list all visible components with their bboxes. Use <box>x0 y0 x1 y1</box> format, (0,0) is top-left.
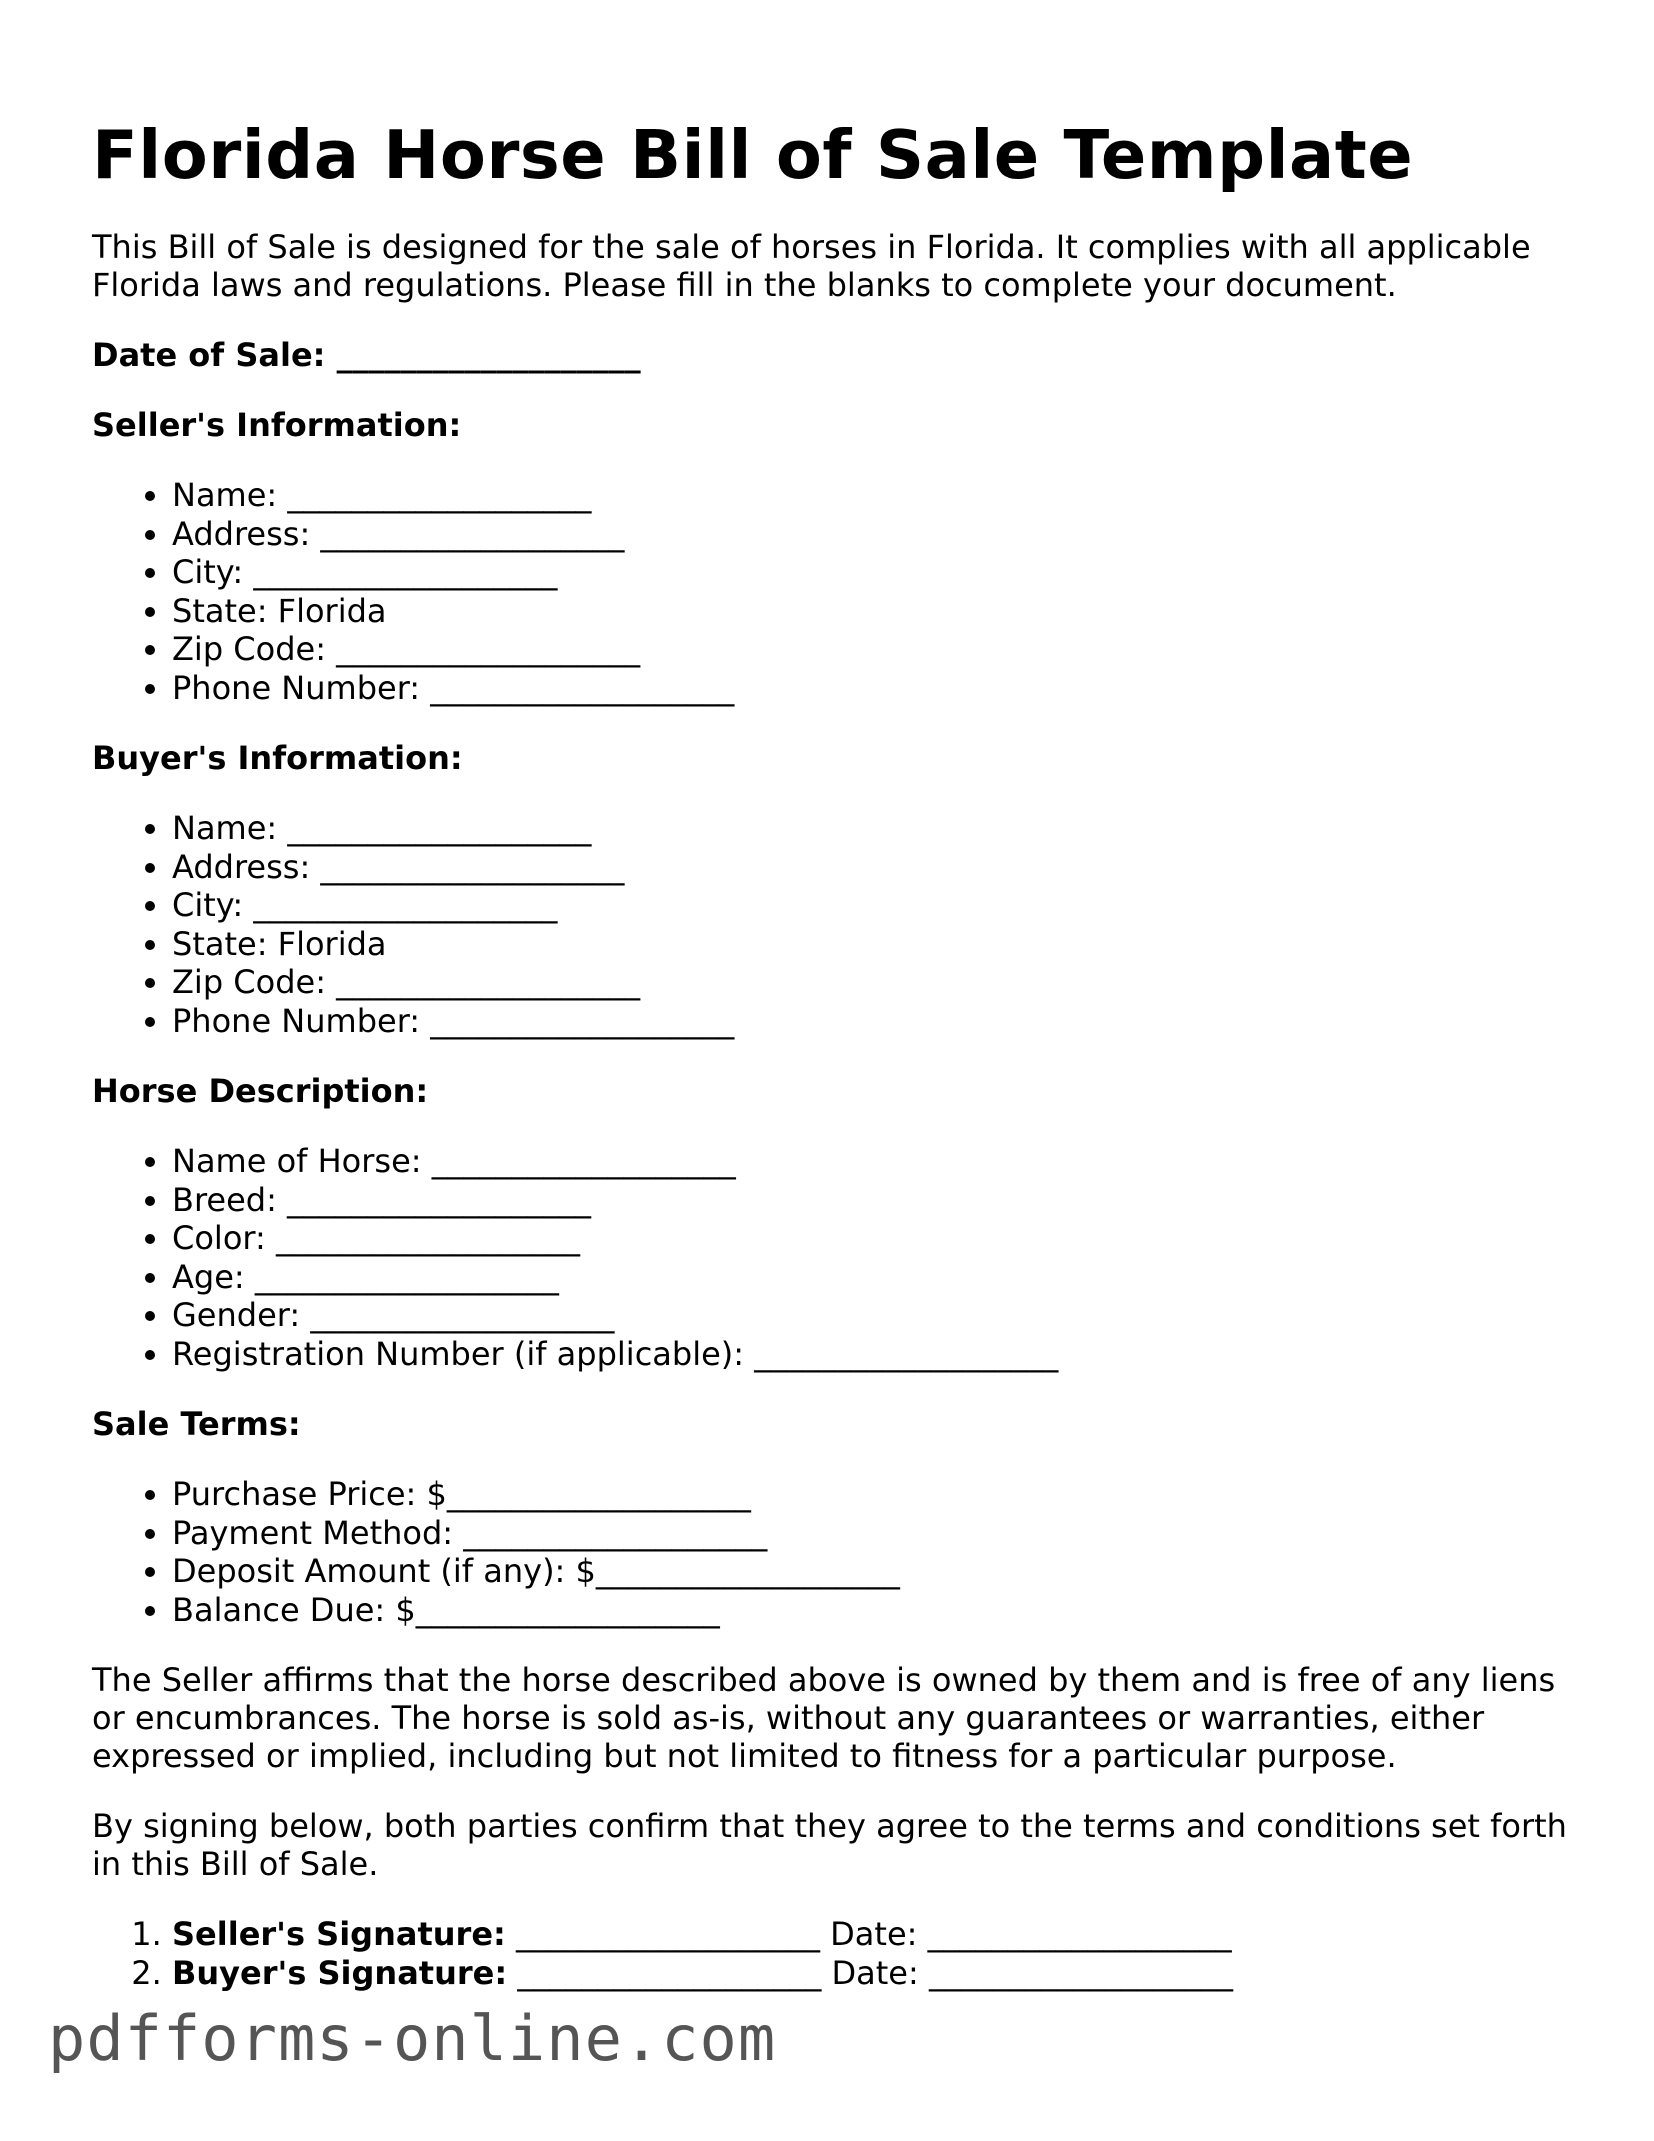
horse-description-list <box>92 1142 1572 1373</box>
buyer-address-field[interactable]: • Address: ___________________ <box>172 848 1572 887</box>
seller-signature-line[interactable] <box>172 1915 1572 1954</box>
agreement-paragraph: By signing below, both parties confirm that they agree to the terms and conditions set forth in this Bill of Sale. <box>92 1807 1567 1883</box>
seller-phone-field[interactable]: • Phone Number: ___________________ <box>172 669 1572 708</box>
horse-gender-field[interactable]: • Gender: ___________________ <box>172 1296 1572 1335</box>
watermark: pdfforms-online.com <box>48 2002 777 2075</box>
buyer-signature-line[interactable] <box>172 1954 1572 1993</box>
horse-registration-field[interactable]: • Registration Number (if applicable): ___________________ <box>172 1335 1572 1374</box>
seller-address-field[interactable]: • Address: ___________________ <box>172 515 1572 554</box>
sale-terms-heading: Sale Terms: <box>92 1405 301 1443</box>
buyer-state-field: • State: Florida <box>172 925 1572 964</box>
signature-list <box>92 1915 1572 1992</box>
date-of-sale-line <box>92 336 1572 374</box>
buyer-signature-blanks[interactable]: ___________________ Date: ___________________ <box>507 1953 1233 1992</box>
buyer-city-field[interactable]: • City: ___________________ <box>172 886 1572 925</box>
horse-heading: Horse Description: <box>92 1072 429 1110</box>
sale-terms-list <box>92 1475 1572 1629</box>
horse-name-field[interactable]: • Name of Horse: ___________________ <box>172 1142 1572 1181</box>
seller-zip-field[interactable]: • Zip Code: ___________________ <box>172 630 1572 669</box>
buyer-heading: Buyer's Information: <box>92 739 463 777</box>
seller-name-field[interactable]: • Name: ___________________ <box>172 476 1572 515</box>
buyer-phone-field[interactable]: • Phone Number: ___________________ <box>172 1002 1572 1041</box>
buyer-zip-field[interactable]: • Zip Code: ___________________ <box>172 963 1572 1002</box>
seller-info-list <box>92 476 1572 707</box>
payment-method-field[interactable]: • Payment Method: ___________________ <box>172 1514 1572 1553</box>
date-of-sale-blank[interactable]: ___________________ <box>336 336 641 374</box>
horse-age-field[interactable]: • Age: ___________________ <box>172 1258 1572 1297</box>
seller-signature-label: Seller's Signature: <box>172 1915 506 1953</box>
horse-color-field[interactable]: • Color: ___________________ <box>172 1219 1572 1258</box>
seller-heading: Seller's Information: <box>92 406 462 444</box>
buyer-signature-label: Buyer's Signature: <box>172 1953 508 1992</box>
document-page <box>92 112 1572 1992</box>
date-of-sale-label: Date of Sale: <box>92 336 326 374</box>
balance-due-field[interactable]: • Balance Due: $___________________ <box>172 1591 1572 1630</box>
affirmation-paragraph: The Seller affirms that the horse described above is owned by them and is free of any liens or encumbrances. The horse is sold as-is, without any guarantees or warranties, either expressed or implied, including but not limited to fitness for a particular purpose. <box>92 1661 1556 1775</box>
horse-breed-field[interactable]: • Breed: ___________________ <box>172 1181 1572 1220</box>
buyer-name-field[interactable]: • Name: ___________________ <box>172 809 1572 848</box>
intro-paragraph: This Bill of Sale is designed for the sale of horses in Florida. It complies with all applicable Florida laws and regulations. Please fill in the blanks to complete your document. <box>92 228 1531 304</box>
buyer-info-list <box>92 809 1572 1040</box>
purchase-price-field[interactable]: • Purchase Price: $___________________ <box>172 1475 1572 1514</box>
page-title: Florida Horse Bill of Sale Template <box>92 116 1414 194</box>
seller-state-field: • State: Florida <box>172 592 1572 631</box>
seller-city-field[interactable]: • City: ___________________ <box>172 553 1572 592</box>
deposit-amount-field[interactable]: • Deposit Amount (if any): $___________________ <box>172 1552 1572 1591</box>
seller-signature-blanks[interactable]: ___________________ Date: ___________________ <box>505 1915 1232 1953</box>
